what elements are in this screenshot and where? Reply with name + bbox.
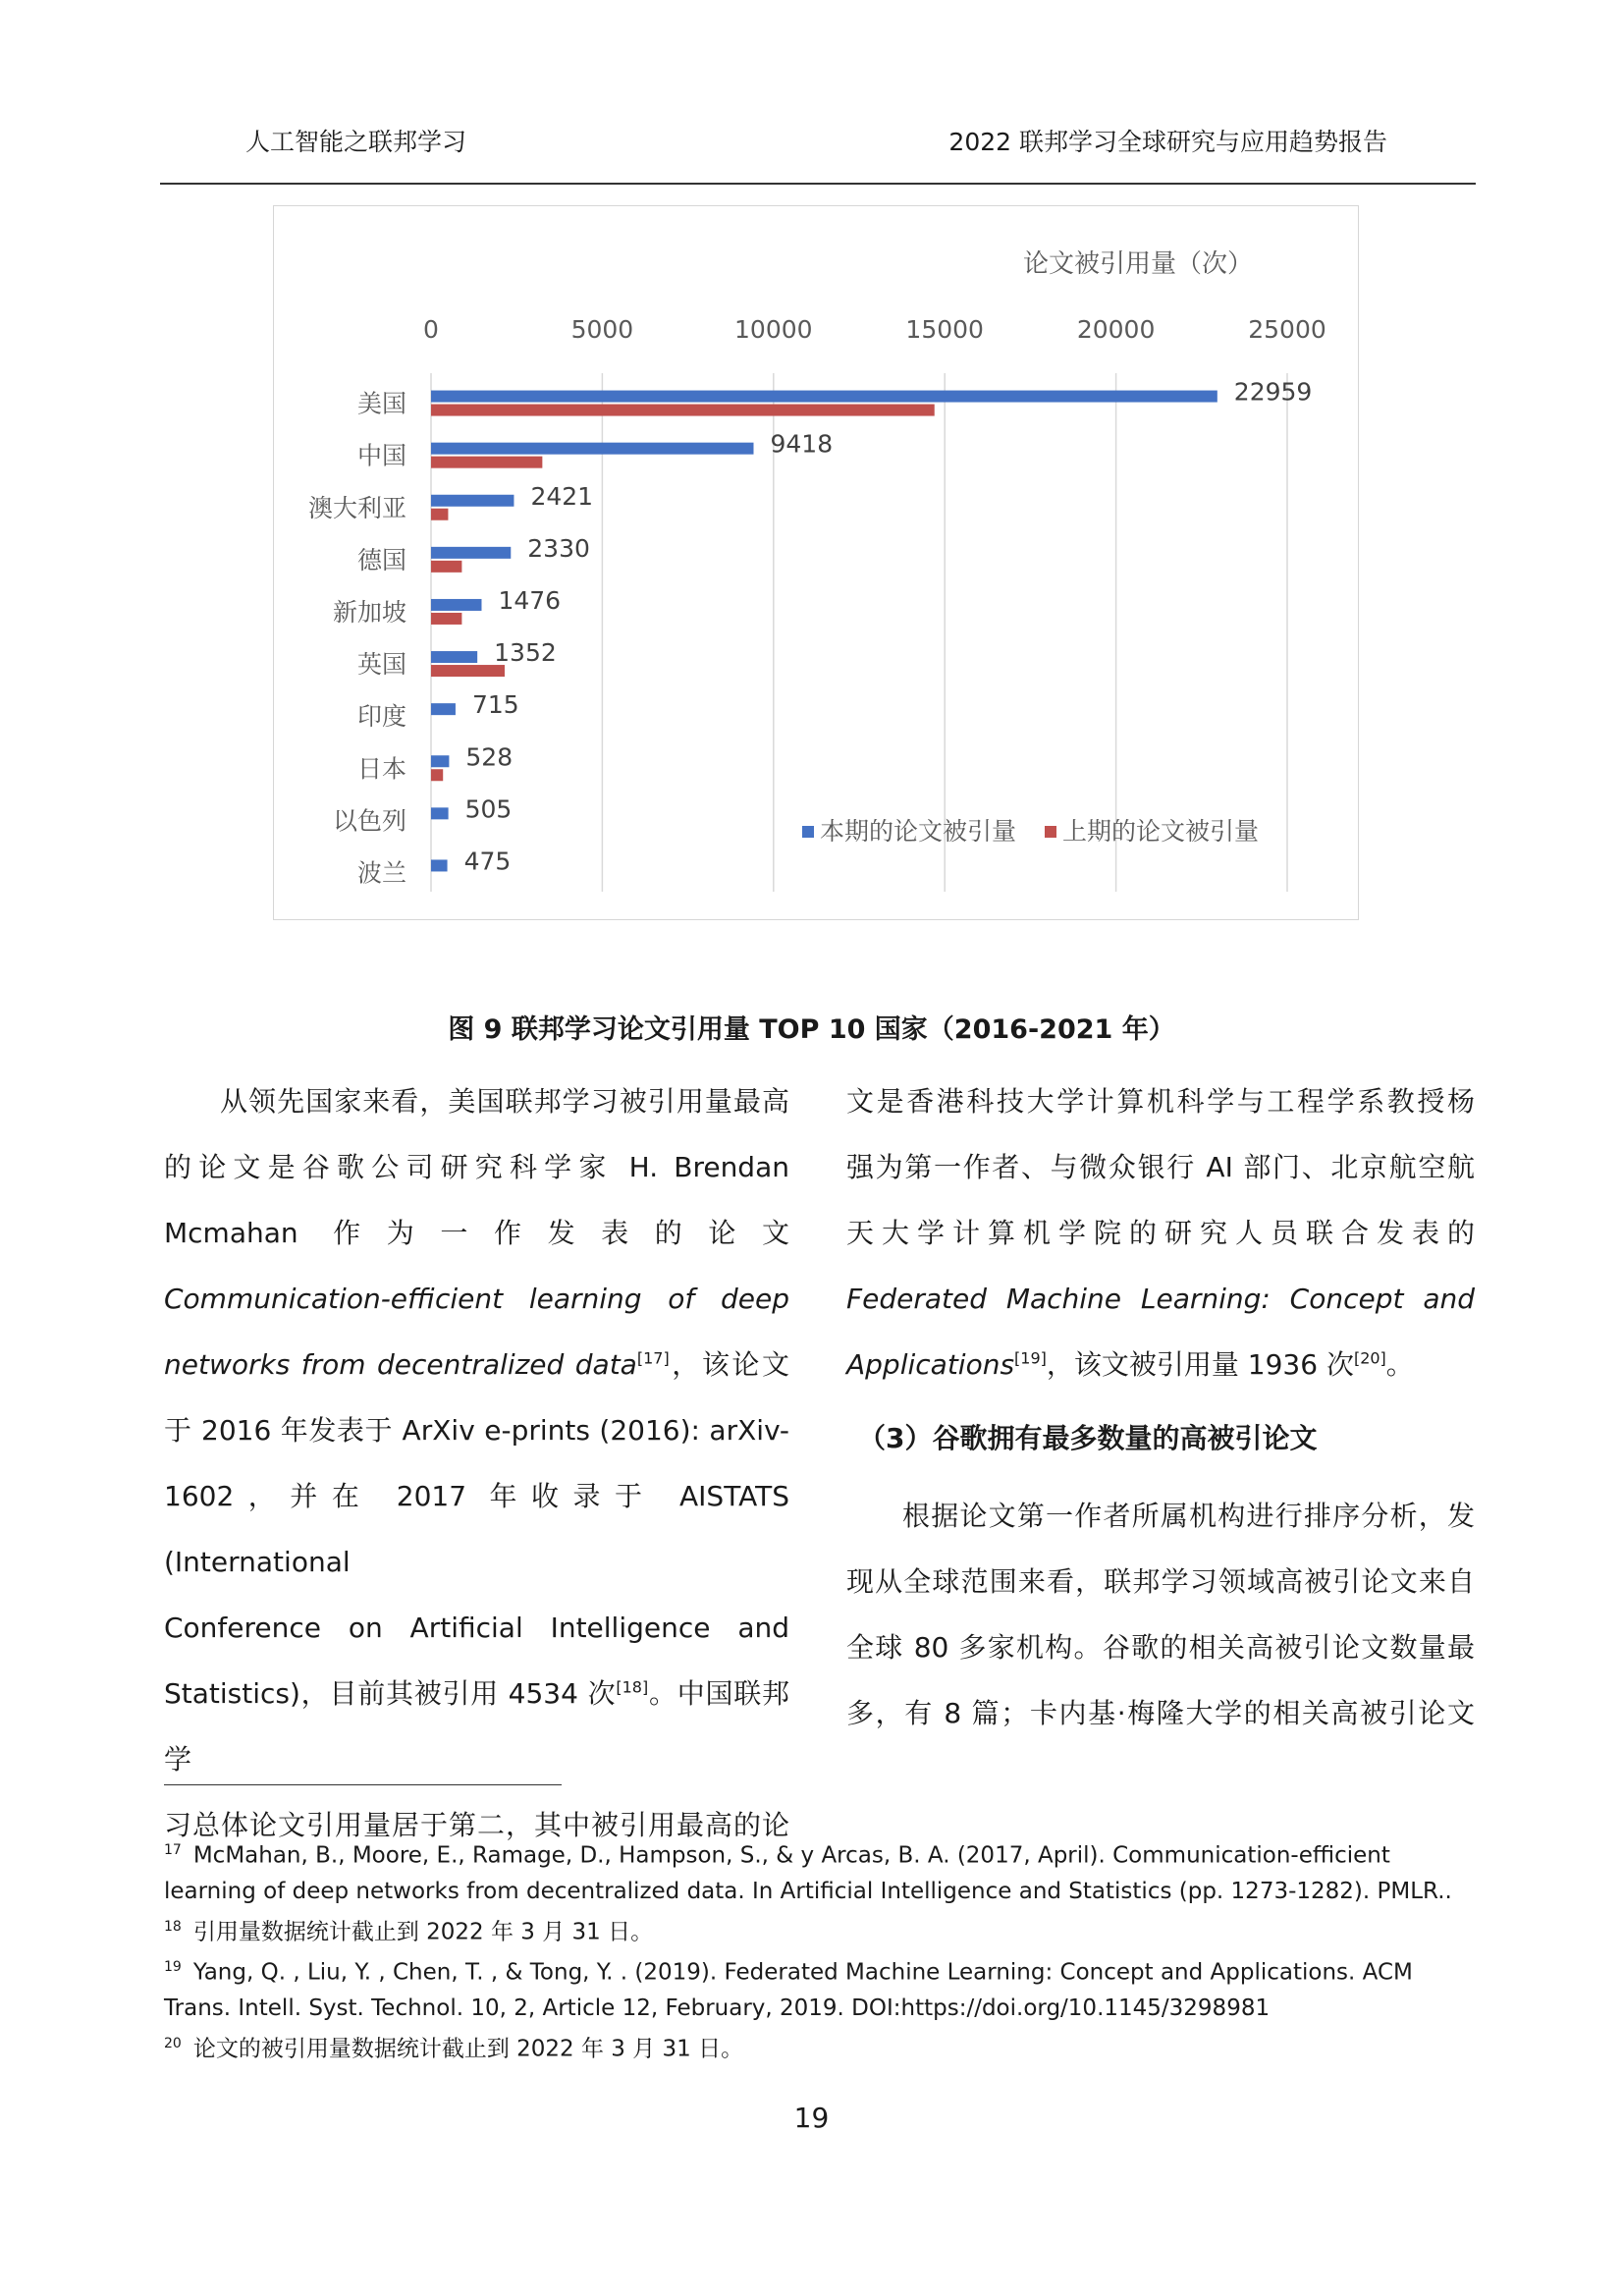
footnote-text: McMahan, B., Moore, E., Ramage, D., Hampson, S., & y Arcas, B. A. (2017, April). Communication-efficient learning of deep networks from decentralized data. In Artificial Intelligence and Statistics (pp. 1273-1282). PMLR.. bbox=[164, 1842, 1452, 1904]
bar-previous bbox=[431, 457, 542, 468]
bar-previous bbox=[431, 509, 448, 520]
footnote-number: 20 bbox=[164, 2035, 182, 2051]
body-line: 强为第一作者、与微众银行 AI 部门、北京航空航 bbox=[846, 1151, 1475, 1183]
footnote-number: 17 bbox=[164, 1842, 182, 1858]
data-label: 715 bbox=[471, 690, 519, 720]
body-line: 文是香港科技大学计算机科学与工程学系教授杨 bbox=[846, 1085, 1475, 1118]
category-label: 新加坡 bbox=[332, 597, 406, 627]
x-tick-label: 10000 bbox=[734, 315, 813, 344]
data-label: 9418 bbox=[770, 429, 834, 459]
bar-current bbox=[431, 807, 449, 819]
body-line bbox=[164, 1332, 789, 1397]
body-text: Statistics)，目前其被引用 4534 次 bbox=[164, 1677, 617, 1710]
footnote-text: 论文的被引用量数据统计截止到 2022 年 3 月 31 日。 bbox=[192, 2036, 744, 2062]
body-text: ，该文被引用量 1936 次 bbox=[1046, 1348, 1354, 1381]
citation-bar-chart bbox=[273, 205, 1359, 920]
bar-current bbox=[431, 547, 511, 559]
left-column bbox=[164, 1068, 789, 1858]
section-heading: （3）谷歌拥有最多数量的高被引论文 bbox=[858, 1422, 1318, 1454]
running-header-right: 2022 联邦学习全球研究与应用趋势报告 bbox=[948, 128, 1387, 156]
citation-ref: [20] bbox=[1353, 1348, 1386, 1368]
data-label: 2330 bbox=[527, 533, 590, 563]
body-line: Mcmahan 作为一作发表的论文 bbox=[164, 1217, 789, 1249]
body-line: 天大学计算机学院的研究人员联合发表的 bbox=[846, 1217, 1475, 1249]
category-label: 中国 bbox=[356, 441, 406, 470]
bar-previous bbox=[431, 613, 461, 625]
data-label: 528 bbox=[465, 742, 514, 772]
body-line: 于 2016 年发表于 ArXiv e-prints (2016): arXiv- bbox=[164, 1414, 789, 1447]
footnote bbox=[164, 1909, 1470, 1950]
running-header-left: 人工智能之联邦学习 bbox=[245, 128, 467, 156]
body-line: 的论文是谷歌公司研究科学家 H. Brendan bbox=[164, 1151, 789, 1183]
legend-entry: 本期的论文被引量 bbox=[820, 817, 1017, 846]
paper-title-italic: networks from decentralized data bbox=[164, 1348, 637, 1381]
bar-current bbox=[431, 755, 449, 767]
right-column bbox=[846, 1068, 1475, 1746]
category-label: 印度 bbox=[356, 702, 406, 732]
footnote-text: 引用量数据统计截止到 2022 年 3 月 31 日。 bbox=[192, 1919, 654, 1945]
bar-current bbox=[431, 651, 477, 663]
x-tick-label: 20000 bbox=[1076, 315, 1156, 344]
footnote bbox=[164, 1832, 1470, 1909]
footnotes bbox=[164, 1832, 1470, 2067]
body-text: 。中国联邦学 bbox=[164, 1677, 789, 1776]
chart-canvas bbox=[274, 206, 1360, 921]
data-label: 505 bbox=[464, 794, 513, 824]
body-line: Federated Machine Learning: Concept and bbox=[846, 1283, 1475, 1315]
body-text: 。 bbox=[1385, 1348, 1414, 1381]
body-line: 多，有 8 篇；卡内基·梅隆大学的相关高被引论文 bbox=[846, 1697, 1475, 1729]
body-line: 习总体论文引用量居于第二，其中被引用最高的论 bbox=[164, 1809, 789, 1841]
x-tick-label: 25000 bbox=[1248, 315, 1326, 344]
body-line: 从领先国家来看，美国联邦学习被引用量最高 bbox=[220, 1085, 789, 1118]
body-line bbox=[164, 1661, 789, 1792]
axis-title: 论文被引用量（次） bbox=[1022, 249, 1253, 279]
body-line: Communication-efficient learning of deep bbox=[164, 1283, 789, 1315]
x-tick-label: 5000 bbox=[570, 315, 634, 344]
body-line: 全球 80 多家机构。谷歌的相关高被引论文数量最 bbox=[846, 1631, 1475, 1664]
citation-ref: [17] bbox=[636, 1348, 670, 1368]
footnote-text: Yang, Q. , Liu, Y. , Chen, T. , & Tong, Y. . (2019). Federated Machine Learning: Concept and Applications. ACM Trans. Intell. Syst. Technol. 10, 2, Article 12, February, 2019. DOI:https://doi.org/10.1145/3298981 bbox=[164, 1959, 1413, 2021]
bar-current bbox=[431, 599, 481, 611]
bar-current bbox=[431, 859, 448, 871]
legend-swatch bbox=[802, 826, 814, 838]
body-line bbox=[846, 1332, 1475, 1397]
x-tick-label: 0 bbox=[423, 315, 439, 344]
body-line: Conference on Artificial Intelligence and bbox=[164, 1612, 789, 1644]
legend-swatch bbox=[1045, 826, 1056, 838]
body-text: ，该论文 bbox=[669, 1348, 789, 1381]
footnote-rule bbox=[164, 1784, 562, 1785]
body-line: 1602，并在 2017 年收录于 AISTATS (International bbox=[164, 1480, 789, 1578]
category-label: 日本 bbox=[356, 754, 406, 784]
footnote-number: 18 bbox=[164, 1918, 182, 1935]
bar-previous bbox=[431, 405, 935, 416]
bar-current bbox=[431, 495, 514, 507]
paper-title-italic: Applications bbox=[846, 1348, 1015, 1381]
legend-entry: 上期的论文被引量 bbox=[1062, 817, 1260, 846]
body-line: 根据论文第一作者所属机构进行排序分析，发 bbox=[902, 1500, 1475, 1532]
citation-ref: [19] bbox=[1014, 1348, 1047, 1368]
data-label: 1352 bbox=[494, 638, 557, 668]
body-line: 现从全球范围来看，联邦学习领域高被引论文来自 bbox=[846, 1565, 1475, 1598]
figure-caption: 图 9 联邦学习论文引用量 TOP 10 国家（2016-2021 年） bbox=[448, 1014, 1175, 1045]
data-label: 1476 bbox=[498, 585, 562, 615]
category-label: 美国 bbox=[356, 389, 406, 418]
category-label: 澳大利亚 bbox=[307, 493, 406, 522]
bar-previous bbox=[431, 769, 443, 781]
data-label: 22959 bbox=[1233, 377, 1313, 407]
footnote-number: 19 bbox=[164, 1959, 182, 1976]
x-tick-label: 15000 bbox=[905, 315, 984, 344]
data-label: 475 bbox=[463, 847, 512, 876]
bar-current bbox=[431, 391, 1217, 403]
footnote bbox=[164, 1949, 1470, 2026]
data-label: 2421 bbox=[530, 481, 594, 511]
category-label: 波兰 bbox=[356, 858, 406, 888]
citation-ref: [18] bbox=[616, 1677, 649, 1697]
header-rule bbox=[160, 183, 1476, 185]
bar-previous bbox=[431, 561, 461, 573]
bar-current bbox=[431, 703, 456, 715]
category-label: 以色列 bbox=[332, 806, 406, 836]
page-number: 19 bbox=[793, 2102, 830, 2134]
category-label: 英国 bbox=[356, 650, 406, 680]
category-label: 德国 bbox=[356, 545, 406, 574]
footnote bbox=[164, 2026, 1470, 2067]
bar-current bbox=[431, 443, 753, 455]
